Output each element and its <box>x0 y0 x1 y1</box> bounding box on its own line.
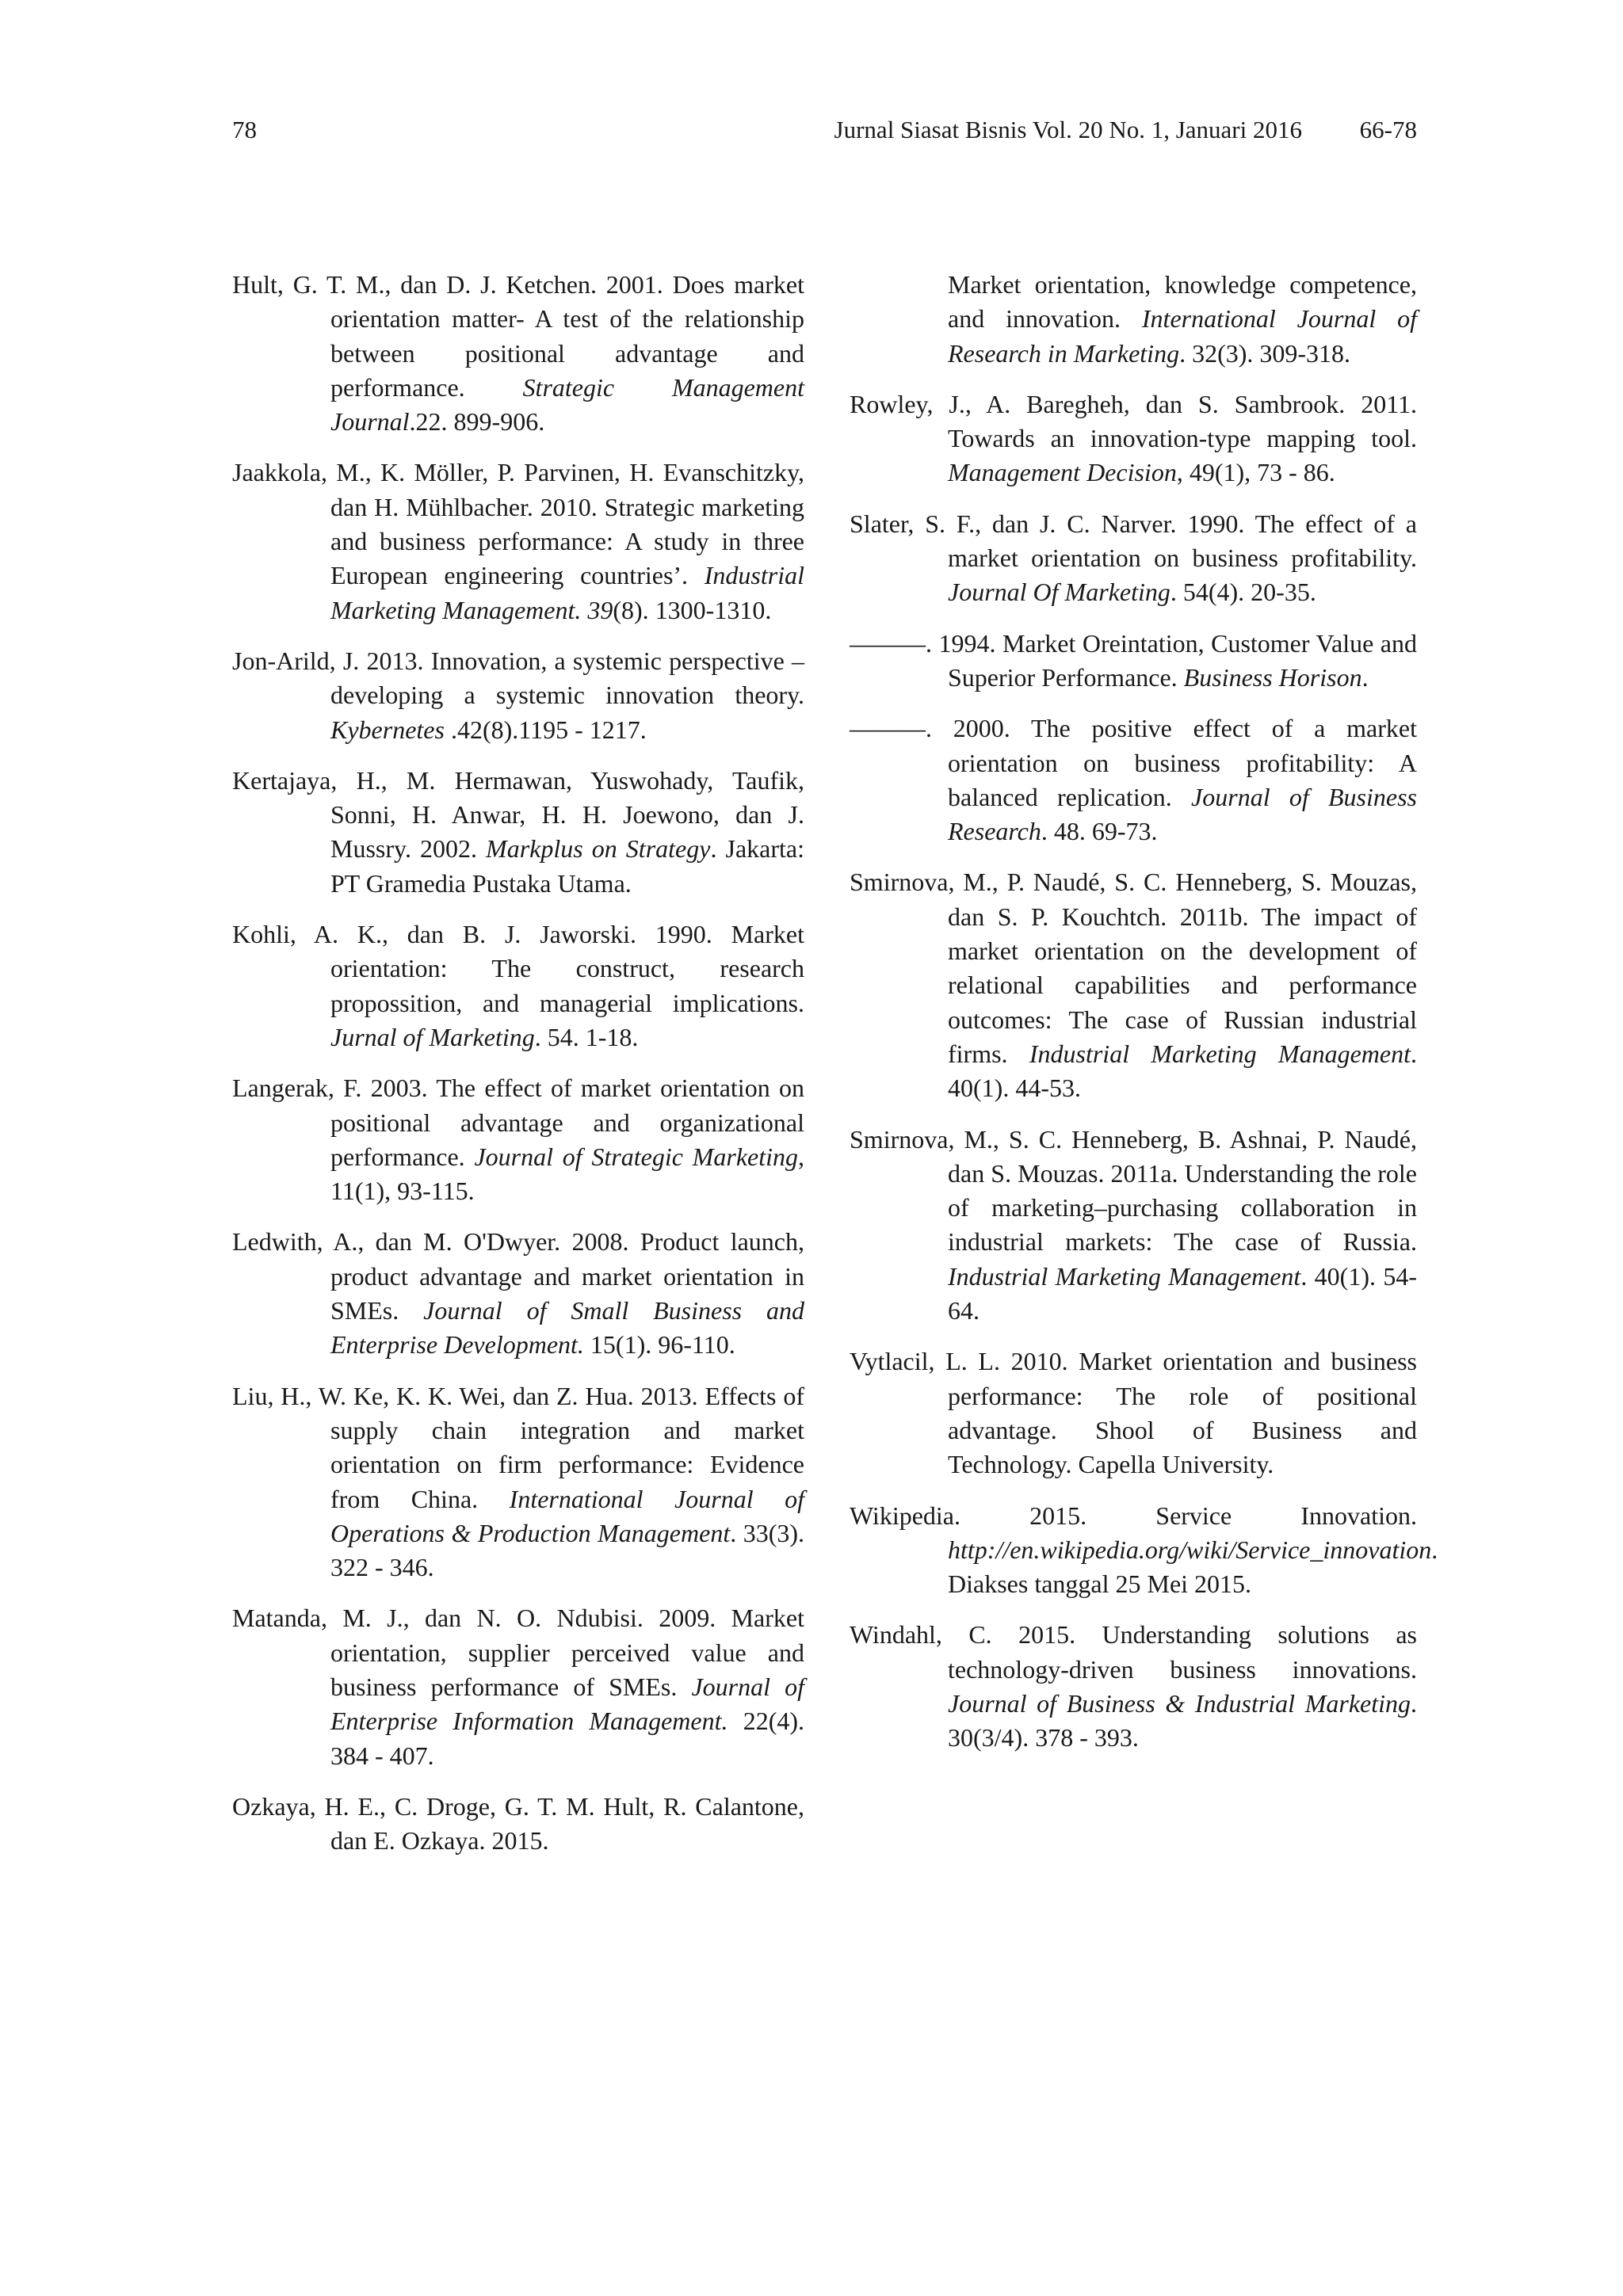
reference-text: Windahl, C. 2015. Understanding solutions as technology-driven business innovations. <box>850 1620 1417 1684</box>
reference-source-italic: Journal of Business Research <box>948 782 1417 846</box>
references-right-column <box>850 268 1438 1772</box>
reference-text: . Jakarta: PT Gramedia Pustaka Utama. <box>330 834 805 898</box>
reference-source-italic: International Journal of Operations & Production Management <box>330 1484 805 1547</box>
reference-text: . 40(1). 44-53. <box>948 1039 1418 1103</box>
reference-text: (8). 1300-1310. <box>613 595 772 624</box>
reference-entry <box>850 387 1417 490</box>
reference-text: ———. 1994. Market Oreintation, Customer Value and Superior Performance. <box>850 628 1417 692</box>
reference-entry <box>850 268 1417 371</box>
reference-entry <box>850 1344 1417 1482</box>
reference-source-italic: Strategic Management Journal <box>330 372 805 437</box>
reference-source-italic: http://en.wikipedia.org/wiki/Service_innovation <box>948 1535 1432 1564</box>
reference-entry <box>850 1123 1417 1329</box>
reference-text: . 54. 1-18. <box>534 1022 639 1051</box>
reference-text: Langerak, F. 2003. The effect of market orientation on positional advantage and organizational performance. <box>232 1074 804 1171</box>
reference-entry <box>232 644 804 747</box>
reference-text: . 48. 69-73. <box>1041 817 1158 846</box>
page-range: 66-78 <box>1359 116 1417 143</box>
references-left-column <box>232 268 804 1875</box>
reference-text: . 40(1). 54-64. <box>948 1261 1417 1325</box>
reference-source-italic: Journal of Small Business and Enterprise Development. <box>330 1296 805 1360</box>
reference-text: . Diakses tanggal 25 Mei 2015. <box>948 1535 1438 1599</box>
reference-text: Market orientation, knowledge competence, and innovation. <box>948 270 1417 334</box>
journal-title: Jurnal Siasat Bisnis Vol. 20 No. 1, Januari 2016 <box>834 116 1302 143</box>
reference-text: .42(8).1195 - 1217. <box>444 715 647 744</box>
reference-source-italic: Journal Of Marketing <box>948 578 1170 607</box>
reference-entry <box>850 865 1417 1105</box>
page-number: 78 <box>232 116 257 143</box>
reference-entry <box>850 1499 1438 1602</box>
reference-text: Jon-Arild, J. 2013. Innovation, a systemic perspective – developing a systemic innovation theory. <box>232 646 804 710</box>
reference-text: . 30(3/4). 378 - 393. <box>948 1688 1417 1753</box>
reference-text: ———. 2000. The positive effect of a market orientation on business profitability: A balanced replication. <box>850 714 1417 811</box>
reference-entry <box>850 1618 1417 1755</box>
reference-entry <box>232 1790 804 1859</box>
reference-text: 15(1). 96-110. <box>583 1330 735 1360</box>
reference-source-italic: Journal of Business & Industrial Marketing <box>948 1688 1411 1718</box>
reference-entry <box>232 1071 804 1208</box>
reference-text: Kertajaya, H., M. Hermawan, Yuswohady, Taufik, Sonni, H. Anwar, H. H. Joewono, dan J. Mussry. 2002. <box>232 765 804 864</box>
reference-text: , 11(1), 93-115. <box>330 1142 804 1206</box>
reference-source-italic: Jurnal of Marketing <box>330 1022 535 1051</box>
reference-text: Slater, S. F., dan J. C. Narver. 1990. The effect of a market orientation on business profitability. <box>850 509 1417 573</box>
reference-text: Smirnova, M., P. Naudé, S. C. Henneberg, S. Mouzas, dan S. P. Kouchtch. 2011b. The impact of market orientation on the development of relational capabilities and performance outcomes: The case of Russian industrial firms. <box>850 868 1417 1068</box>
reference-source-italic: Journal of Enterprise Information Management. <box>330 1672 805 1736</box>
reference-text: Ozkaya, H. E., C. Droge, G. T. M. Hult, R. Calantone, dan E. Ozkaya. 2015. <box>232 1791 804 1855</box>
reference-text: . 32(3). 309-318. <box>1179 338 1351 368</box>
reference-text: . <box>1361 662 1369 692</box>
reference-source-italic: Industrial Marketing Management <box>948 1261 1301 1291</box>
reference-entry <box>850 507 1417 610</box>
reference-source-italic: Kybernetes <box>330 715 445 744</box>
reference-text: 22(4). 384 - 407. <box>330 1707 805 1770</box>
reference-source-italic: Business Horison <box>1183 662 1362 692</box>
reference-text: Liu, H., W. Ke, K. K. Wei, dan Z. Hua. 2013. Effects of supply chain integration and market orientation on firm performance: Evidence from China. <box>232 1381 804 1513</box>
reference-text: Matanda, M. J., dan N. O. Ndubisi. 2009. Market orientation, supplier perceived value and business performance of SMEs. <box>232 1604 804 1701</box>
page-header <box>232 113 1417 147</box>
reference-text: Rowley, J., A. Baregheh, dan S. Sambrook. 2011. Towards an innovation-type mapping tool. <box>850 389 1417 453</box>
reference-entry <box>850 711 1417 849</box>
reference-source-italic: International Journal of Research in Marketing <box>948 304 1418 368</box>
reference-source-italic: Industrial Marketing Management <box>1029 1039 1411 1068</box>
reference-source-italic: Industrial Marketing Management. 39 <box>330 561 804 624</box>
reference-text: . 33(3). 322 - 346. <box>330 1518 804 1582</box>
reference-entry <box>232 1601 804 1772</box>
reference-text: . 54(4). 20-35. <box>1170 578 1316 607</box>
reference-text: Kohli, A. K., dan B. J. Jaworski. 1990. Market orientation: The construct, research propossition, and managerial implications. <box>232 920 804 1017</box>
reference-text: Wikipedia. 2015. Service Innovation. <box>850 1501 1417 1530</box>
reference-text: Hult, G. T. M., dan D. J. Ketchen. 2001. Does market orientation matter- A test of the relationship between positional advantage and performance. <box>232 270 804 402</box>
reference-text: Smirnova, M., S. C. Henneberg, B. Ashnai, P. Naudé, dan S. Mouzas. 2011a. Understanding the role of marketing–purchasing collaboration in industrial markets: The case of Russia. <box>850 1124 1417 1257</box>
reference-entry <box>232 456 804 627</box>
reference-text: Vytlacil, L. L. 2010. Market orientation and business performance: The role of positional advantage. Shool of Business and Technology. Capella University. <box>850 1347 1417 1479</box>
reference-source-italic: Management Decision <box>948 458 1177 487</box>
reference-entry <box>232 1225 804 1362</box>
reference-entry <box>232 764 804 901</box>
reference-entry <box>850 627 1417 696</box>
reference-source-italic: Journal of Strategic Marketing <box>474 1142 798 1171</box>
reference-text: , 49(1), 73 - 86. <box>1176 458 1335 487</box>
reference-text: Jaakkola, M., K. Möller, P. Parvinen, H. Evanschitzky, dan H. Mühlbacher. 2010. Strategic marketing and business performance: A study in three European engineering countries’. <box>232 458 804 590</box>
reference-text: Ledwith, A., dan M. O'Dwyer. 2008. Product launch, product advantage and market orientation in SMEs. <box>232 1227 804 1325</box>
reference-entry <box>232 917 804 1055</box>
reference-source-italic: Markplus on Strategy <box>486 834 711 864</box>
reference-entry <box>232 1379 804 1585</box>
reference-text: .22. 899-906. <box>409 407 545 437</box>
reference-entry <box>232 268 804 439</box>
